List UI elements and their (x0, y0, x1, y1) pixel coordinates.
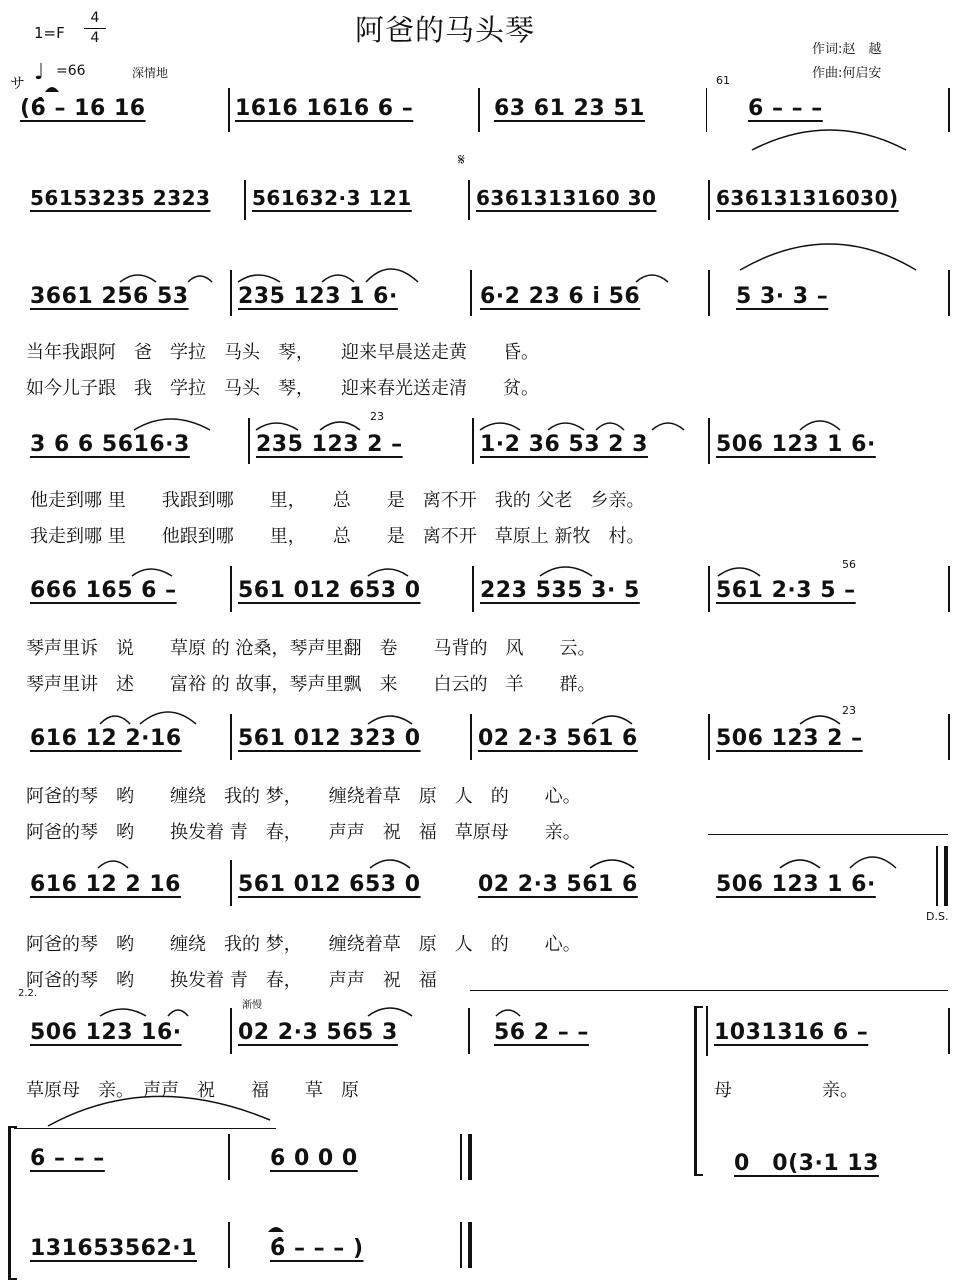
time-signature-top: 4 (90, 10, 100, 26)
grace-note: 61 (716, 74, 730, 87)
measure-7-1: 616 12 2 16 (30, 872, 181, 897)
measure-7-3: 02 2·3 561 6 (478, 872, 638, 897)
grace-note: 56 (842, 558, 856, 571)
lyrics-line: 母 亲。 (714, 1080, 858, 1101)
time-signature-bottom: 4 (90, 30, 100, 46)
grace-note: 23 (370, 410, 384, 423)
lyricist-credit: 作词:赵 越 (812, 42, 882, 57)
lyrics-line: 如今儿子跟 我 学拉 马头 琴， 迎来春光送走清 贫。 (26, 378, 539, 399)
measure-5-2: 561 012 653 0 (238, 578, 421, 603)
expression-marking: 深情地 (132, 66, 169, 80)
measure-6-1: 616 12 2·16 (30, 726, 182, 751)
grace-note: 23 (842, 704, 856, 717)
lyrics-line: 他走到哪 里 我跟到哪 里， 总 是 离不开 我的 父老 乡亲。 (30, 490, 645, 511)
composer-credit: 作曲:何启安 (812, 66, 882, 81)
lyrics-line: 琴声里讲 述 富裕 的 故事，琴声里飘 来 白云的 羊 群。 (26, 674, 596, 695)
measure-1-2: 1616 1616 6 – (235, 96, 414, 121)
lyrics-line: 阿爸的琴 哟 换发着 青 春， 声声 祝 福 草原母 亲。 (26, 822, 581, 843)
lyrics-line: 阿爸的琴 哟 换发着 青 春， 声声 祝 福 (26, 970, 437, 991)
lyrics-line: 阿爸的琴 哟 缠绕 我的 梦， 缠绕着草 原 人 的 心。 (26, 934, 581, 955)
measure-10-2: 6̂ – – – ) (270, 1236, 364, 1261)
measure-3-2: 235 123 1 6· (238, 284, 398, 309)
measure-4-2: 235 123 2 – (256, 432, 403, 457)
lyrics-line: 草原母 亲。 声声 祝 福 草 原 (26, 1080, 359, 1101)
measure-8-3: 56 2 – – (494, 1020, 589, 1045)
measure-4-3: 1·2 36 53 2 3 (480, 432, 648, 457)
measure-6-2: 561 012 323 0 (238, 726, 421, 751)
measure-6-3: 02 2·3 561 6 (478, 726, 638, 751)
measure-1-3: 63 61 23 51 (494, 96, 645, 121)
segno-icon: 𝄋 (458, 150, 465, 169)
lyrics-line: 我走到哪 里 他跟到哪 里， 总 是 离不开 草原上 新牧 村。 (30, 526, 645, 547)
measure-4-4: 506 123 1 6· (716, 432, 876, 457)
measure-2-1: 56153235 2323 (30, 186, 211, 210)
measure-3-1: 3661 256 53 (30, 284, 189, 309)
measure-10-1: 131653562·1 (30, 1236, 197, 1261)
volta-bracket-label: 2.2. (18, 988, 38, 999)
measure-9-2: 6 0 0 0 (270, 1146, 358, 1171)
tempo-marking: =66 (56, 63, 86, 79)
key-signature: 1=F (34, 24, 65, 42)
lyrics-line: 当年我跟阿 爸 学拉 马头 琴， 迎来早晨送走黄 昏。 (26, 342, 539, 363)
measure-6-4: 506 123 2 – (716, 726, 863, 751)
free-tempo-mark: サ (10, 74, 26, 92)
measure-5-1: 666 165 6 – (30, 578, 177, 603)
dal-segno-mark: D.S. (926, 910, 949, 923)
ritardando-mark: 渐慢 (242, 1000, 262, 1011)
measure-2-2: 561632·3 121 (252, 186, 412, 210)
measure-2-3: 6361313160 30 (476, 186, 657, 210)
measure-3-4: 5 3· 3 – (736, 284, 829, 309)
measure-4-1: 3 6 6 5616·3 (30, 432, 190, 457)
measure-7-2: 561 012 653 0 (238, 872, 421, 897)
song-title: 阿爸的马头琴 (355, 13, 536, 47)
measure-8-4: 1031316 6 – (714, 1020, 869, 1045)
measure-9-3: 0 0(3·1 13 (734, 1151, 879, 1176)
measure-8-1: 506 123 16· (30, 1020, 182, 1045)
quarter-note-icon: ♩ (34, 60, 45, 85)
measure-2-4: 636131316030) (716, 186, 899, 210)
measure-7-4: 506 123 1 6· (716, 872, 876, 897)
lyrics-line: 琴声里诉 说 草原 的 沧桑，琴声里翻 卷 马背的 风 云。 (26, 638, 596, 659)
measure-5-4: 561 2·3 5 – (716, 578, 856, 603)
measure-1-4: 6 – – – (748, 96, 823, 121)
measure-5-3: 223 535 3· 5 (480, 578, 640, 603)
measure-1-1: (6̂ – 16 16 (20, 96, 146, 121)
measure-8-2: 02 2·3 565 3 (238, 1020, 398, 1045)
measure-3-3: 6·2 23 6 i 56 (480, 284, 641, 309)
measure-9-1: 6 – – – (30, 1146, 105, 1171)
lyrics-line: 阿爸的琴 哟 缠绕 我的 梦， 缠绕着草 原 人 的 心。 (26, 786, 581, 807)
